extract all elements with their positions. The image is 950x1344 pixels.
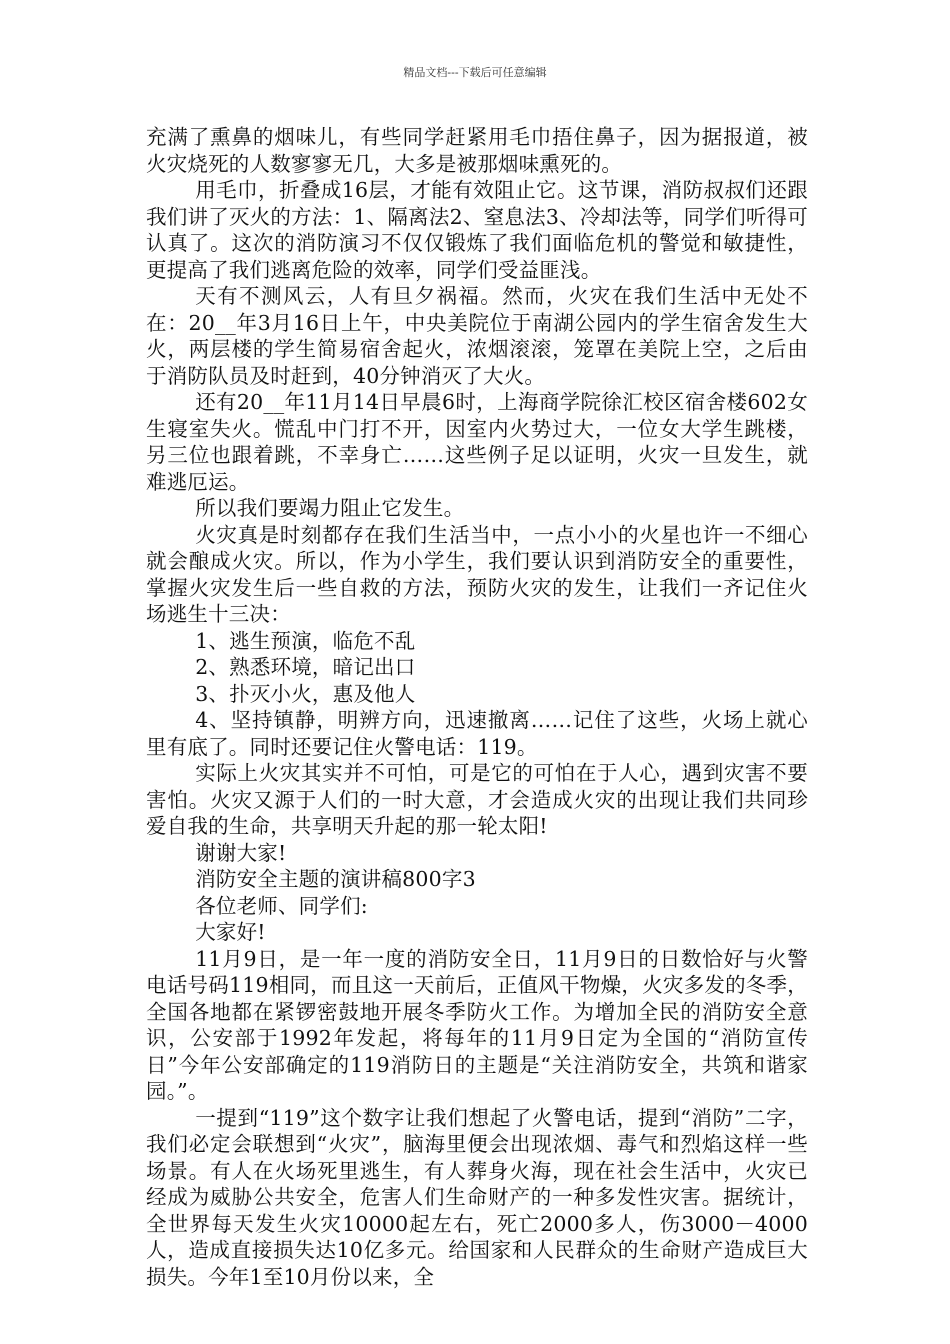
salutation: 各位老师、同学们: xyxy=(195,893,368,918)
list-item-1: 1、逃生预演，临危不乱 xyxy=(195,628,416,653)
list-item-3: 3、扑灭小火，惠及他人 xyxy=(195,681,416,706)
document-body xyxy=(146,124,808,1290)
paragraph-6: 火灾真是时刻都存在我们生活当中，一点小小的火星也许一不细心就会酿成火灾。所以，作为小学生，我们要认识到消防安全的重要性，掌握火灾发生后一些自救的方法，预防火灾的发生，让我们一齐记住火场逃生十三决： xyxy=(146,522,808,626)
paragraph-4: 还有20__年11月14日早晨6时，上海商学院徐汇校区宿舍楼602女生寝室失火。慌乱中门打不开，因室内火势过大，一位女大学生跳楼，另三位也跟着跳，不幸身亡……这些例子足以证明，火灾一旦发生，就难逃厄运。 xyxy=(146,390,808,494)
list-item-4: 4、坚持镇静，明辨方向，迅速撤离……记住了这些，火场上就心里有底了。同时还要记住火警电话：119。 xyxy=(146,708,808,759)
page-header: 精品文档---下载后可任意编辑 xyxy=(403,66,547,79)
paragraph-1: 充满了熏鼻的烟味儿，有些同学赶紧用毛巾捂住鼻子，因为据报道，被火灾烧死的人数寥寥无几，大多是被那烟味熏死的。 xyxy=(146,125,808,176)
paragraph-2: 用毛巾，折叠成16层，才能有效阻止它。这节课，消防叔叔们还跟我们讲了灭火的方法：1、隔离法2、窒息法3、冷却法等，同学们听得可认真了。这次的消防演习不仅仅锻炼了我们面临危机的警觉和敏捷性，更提高了我们逃离危险的效率，同学们受益匪浅。 xyxy=(146,178,808,282)
paragraph-3: 天有不测风云，人有旦夕祸福。然而，火灾在我们生活中无处不在：20__年3月16日上午，中央美院位于南湖公园内的学生宿舍发生大火，两层楼的学生简易宿舍起火，浓烟滚滚，笼罩在美院上空，之后由于消防队员及时赶到，40分钟消灭了大火。 xyxy=(146,284,808,388)
paragraph-5: 所以我们要竭力阻止它发生。 xyxy=(195,496,465,520)
paragraph-9: 一提到“119”这个数字让我们想起了火警电话，提到“消防”二字，我们必定会联想到“火灾”，脑海里便会出现浓烟、毒气和烈焰这样一些场景。有人在火场死里逃生，有人葬身火海，现在社会生活中，火灾已经成为威胁公共安全，危害人们生命财产的一种多发性灾害。据统计，全世界每天发生火灾10000起左右，死亡2000多人，伤3000－4000人，造成直接损失达10亿多元。给国家和人民群众的生命财产造成巨大损失。今年1至10月份以来，全 xyxy=(146,1105,808,1289)
thanks-line: 谢谢大家! xyxy=(195,840,287,865)
list-item-2: 2、熟悉环境，暗记出口 xyxy=(195,655,416,679)
paragraph-8: 11月9日，是一年一度的消防安全日，11月9日的日数恰好与火警电话号码119相同，而且这一天前后，正值风干物燥，火灾多发的冬季，全国各地都在紧锣密鼓地开展冬季防火工作。为增加全民的消防安全意识，公安部于1992年发起，将每年的11月9日定为全国的“消防宣传日”今年公安部确定的119消防日的主题是“关注消防安全，共筑和谐家园。”。 xyxy=(146,946,808,1103)
paragraph-7: 实际上火灾其实并不可怕，可是它的可怕在于人心，遇到灾害不要害怕。火灾又源于人们的一时大意，才会造成火灾的出现让我们共同珍爱自我的生命，共享明天升起的那一轮太阳! xyxy=(146,761,808,838)
greeting: 大家好! xyxy=(195,920,266,944)
section-title: 消防安全主题的演讲稿800字3 xyxy=(195,867,476,891)
